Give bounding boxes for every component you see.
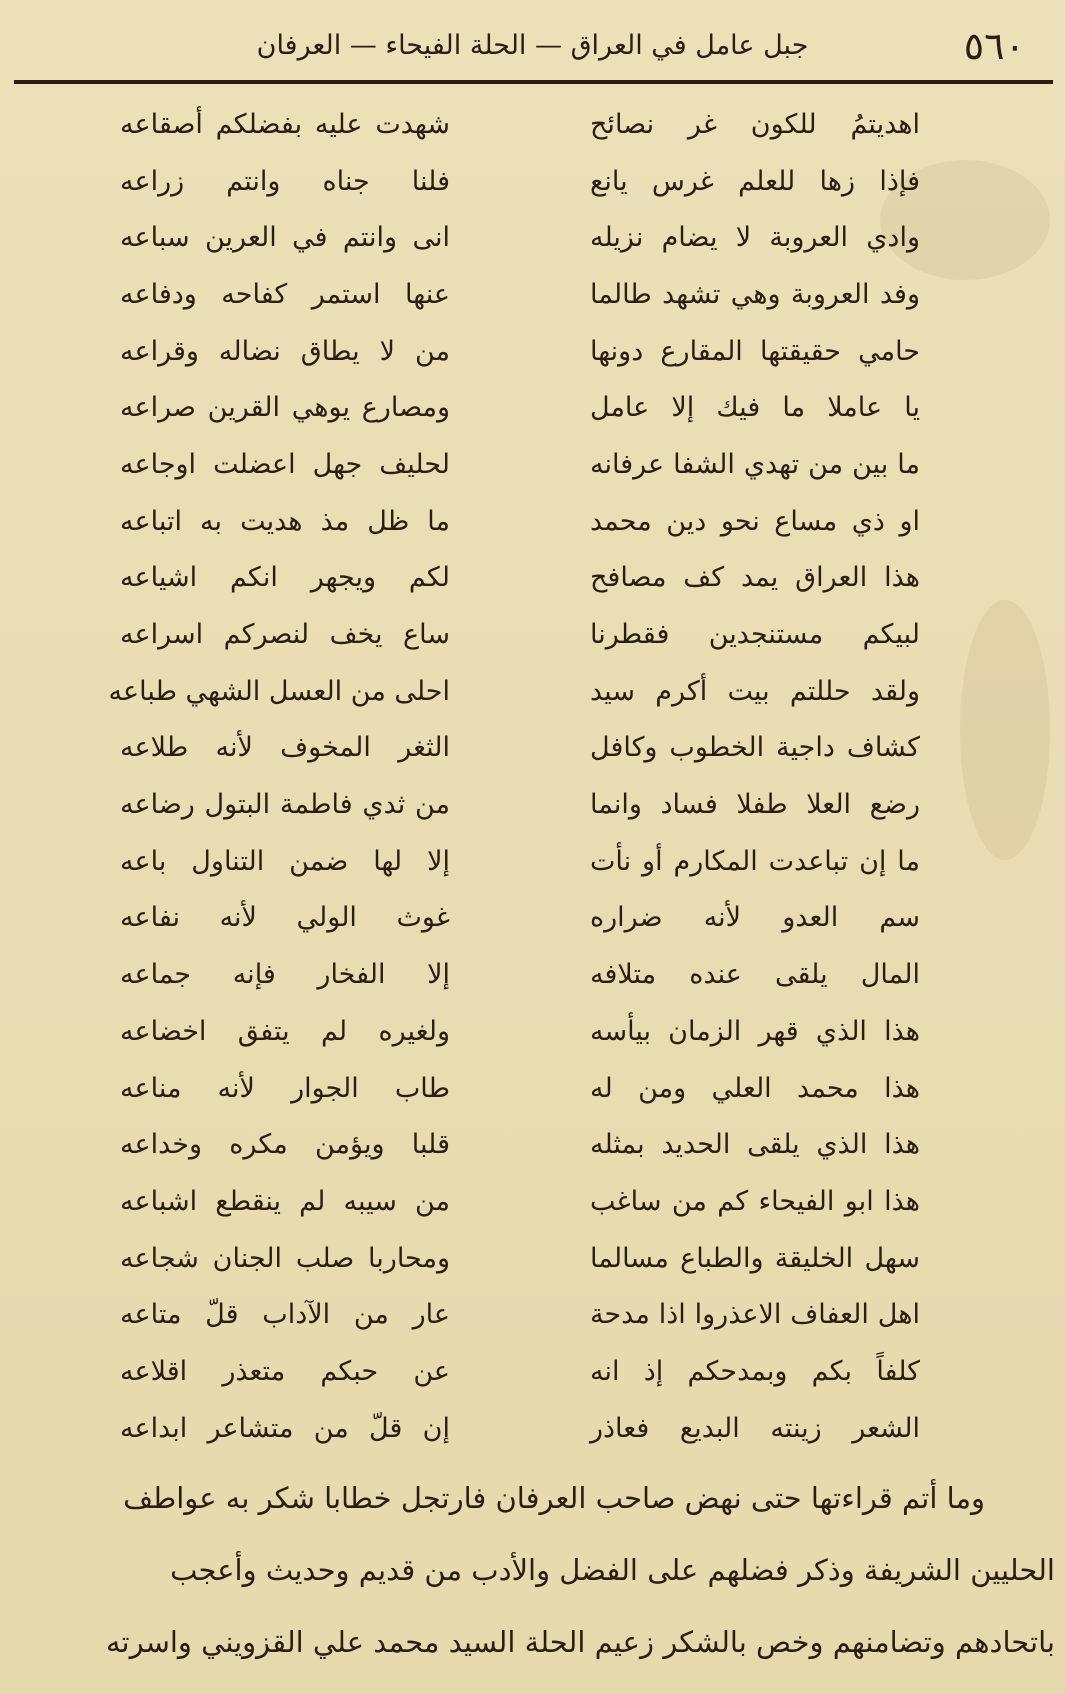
hemistich-right: هذا الذي يلقى الحديد بمثله <box>590 1129 920 1161</box>
hemistich-left: عار من الآداب قلّ متاعه <box>120 1299 450 1331</box>
hemistich-left: قلبا ويؤمن مكره وخداعه <box>120 1129 450 1161</box>
hemistich-left: إلا الفخار فإنه جماعه <box>120 959 450 991</box>
poem-couplet <box>120 1060 920 1117</box>
hemistich-right: لبيكم مستنجدين فقطرنا <box>590 619 920 651</box>
hemistich-left: إلا لها ضمن التناول باعه <box>120 845 450 877</box>
poem-couplet <box>120 436 920 493</box>
poem-couplet <box>120 550 920 607</box>
poem-couplet <box>120 493 920 550</box>
header-rule <box>14 80 1053 84</box>
prose-line: الحليين الشريفة وذكر فضلهم على الفضل والأدب من قديم وحديث وأعجب <box>170 1553 1055 1587</box>
hemistich-right: رضع العلا طفلا فساد وانما <box>590 789 920 821</box>
hemistich-left: ساع يخف لنصركم اسراعه <box>120 619 450 651</box>
hemistich-left: انى وانتم في العرين سباعه <box>120 222 450 254</box>
poem-couplet <box>120 209 920 266</box>
hemistich-left: من سيبه لم ينقطع اشباعه <box>120 1185 450 1217</box>
page-number: ٥٦٠ <box>963 24 1025 68</box>
poem-couplet <box>108 663 920 720</box>
hemistich-right: ما إن تباعدت المكارم أو نأت <box>590 845 920 877</box>
hemistich-left: احلى من العسل الشهي طباعه <box>108 675 450 707</box>
poem-couplet <box>120 606 920 663</box>
poem-couplet <box>120 266 920 323</box>
hemistich-left: فلنا جناه وانتم زراعه <box>120 165 450 197</box>
hemistich-left: لحليف جهل اعضلت اوجاعه <box>120 448 450 480</box>
hemistich-right: يا عاملا ما فيك إلا عامل <box>590 392 920 424</box>
hemistich-right: وفد العروبة وهي تشهد طالما <box>590 278 920 310</box>
hemistich-left: إن قلّ من متشاعر ابداعه <box>120 1412 450 1444</box>
poem-couplet <box>120 153 920 210</box>
prose-line: باتحادهم وتضامنهم وخص بالشكر زعيم الحلة السيد محمد علي القزويني واسرته <box>105 1625 1055 1659</box>
poem-couplet <box>120 1003 920 1060</box>
hemistich-right: الشعر زينته البديع فعاذر <box>590 1412 920 1444</box>
poem-couplet <box>120 833 920 890</box>
hemistich-left: ولغيره لم يتفق اخضاعه <box>120 1015 450 1047</box>
poem-couplet <box>120 890 920 947</box>
hemistich-left: ومصارع يوهي القرين صراعه <box>120 392 450 424</box>
hemistich-left: الثغر المخوف لأنه طلاعه <box>120 732 450 764</box>
poem-couplet <box>120 1116 920 1173</box>
hemistich-left: طاب الجوار لأنه مناعه <box>120 1072 450 1104</box>
poem-couplet <box>120 1173 920 1230</box>
hemistich-right: وادي العروبة لا يضام نزيله <box>590 222 920 254</box>
hemistich-right: او ذي مساع نحو دين محمد <box>590 505 920 537</box>
hemistich-left: عن حبكم متعذر اقلاعه <box>120 1355 450 1387</box>
poem-couplet <box>120 776 920 833</box>
poem-couplet <box>120 96 920 153</box>
hemistich-right: سهل الخليقة والطباع مسالما <box>590 1242 920 1274</box>
hemistich-left: ومحاربا صلب الجنان شجاعه <box>120 1242 450 1274</box>
prose-paragraph <box>14 1462 1055 1678</box>
hemistich-right: هذا الذي قهر الزمان بيأسه <box>590 1015 920 1047</box>
poem-couplet <box>120 1400 920 1457</box>
hemistich-right: سم العدو لأنه ضراره <box>590 902 920 934</box>
hemistich-left: من لا يطاق نضاله وقراعه <box>120 335 450 367</box>
hemistich-right: هذا محمد العلي ومن له <box>590 1072 920 1104</box>
hemistich-right: اهل العفاف الاعذروا اذا مدحة <box>590 1299 920 1331</box>
hemistich-right: كلفاً بكم وبمدحكم إذ انه <box>590 1355 920 1387</box>
hemistich-left: عنها استمر كفاحه ودفاعه <box>120 278 450 310</box>
hemistich-right: هذا العراق يمد كف مصافح <box>590 562 920 594</box>
hemistich-left: ما ظل مذ هديت به اتباعه <box>120 505 450 537</box>
poem <box>108 96 920 1457</box>
hemistich-right: المال يلقى عنده متلافه <box>590 959 920 991</box>
hemistich-right: ما بين من تهدي الشفا عرفانه <box>590 448 920 480</box>
poem-couplet <box>120 946 920 1003</box>
running-title: جبل عامل في العراق — الحلة الفيحاء — العرفان <box>256 30 809 61</box>
hemistich-left: غوث الولي لأنه نفاعه <box>120 902 450 934</box>
poem-couplet <box>120 323 920 380</box>
poem-couplet <box>120 1230 920 1287</box>
hemistich-left: شهدت عليه بفضلكم أصقاعه <box>120 108 450 140</box>
poem-couplet <box>120 720 920 777</box>
hemistich-left: لكم ويجهر انكم اشياعه <box>120 562 450 594</box>
hemistich-right: حامي حقيقتها المقارع دونها <box>590 335 920 367</box>
poem-couplet <box>120 379 920 436</box>
hemistich-right: ولقد حللتم بيت أكرم سيد <box>590 675 920 707</box>
poem-couplet <box>120 1343 920 1400</box>
hemistich-right: كشاف داجية الخطوب وكافل <box>590 732 920 764</box>
prose-line: وما أتم قراءتها حتى نهض صاحب العرفان فارتجل خطابا شكر به عواطف <box>123 1481 985 1515</box>
poem-couplet <box>120 1286 920 1343</box>
hemistich-right: فإذا زها للعلم غرس يانع <box>590 165 920 197</box>
paper-stain <box>960 600 1050 860</box>
page-header <box>18 18 1047 76</box>
hemistich-left: من ثدي فاطمة البتول رضاعه <box>120 789 450 821</box>
hemistich-right: اهديتمُ للكون غر نصائح <box>590 108 920 140</box>
hemistich-right: هذا ابو الفيحاء كم من ساغب <box>590 1185 920 1217</box>
